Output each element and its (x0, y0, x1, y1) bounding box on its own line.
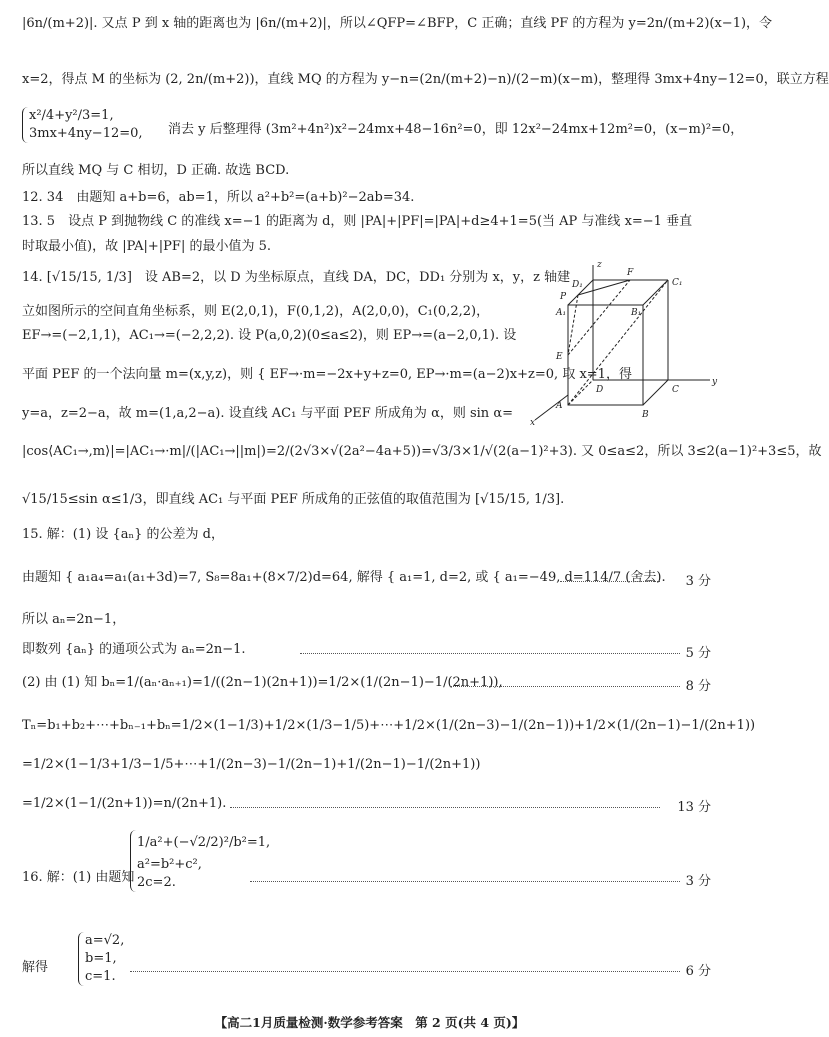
score-label: 8 分 (685, 679, 711, 694)
point-label: C (672, 385, 679, 395)
text-line: 12. 34 由题知 a+b=6，ab=1，所以 a²+b²=(a+b)²−2ab=34. (22, 190, 415, 205)
text-line: (2) 由 (1) 知 bₙ=1/(aₙ·aₙ₊₁)=1/((2n−1)(2n+1))=1/2×(1/(2n−1)−1/(2n+1)), (22, 675, 503, 690)
text-line: 13. 5 设点 P 到抛物线 C 的准线 x=−1 的距离为 d，则 |PA|+|PF|=|PA|+d≥4+1=5(当 AP 与准线 x=−1 垂直 (22, 214, 693, 229)
text-line: 解得 (22, 960, 49, 975)
text-line: =1/2×(1−1/(2n+1))=n/(2n+1). (22, 796, 227, 811)
point-label: E (556, 352, 563, 362)
system-line: x²/4+y²/3=1, (29, 108, 114, 123)
system-line: b=1, (85, 951, 117, 966)
system-line: c=1. (85, 969, 116, 984)
score-leader (300, 653, 680, 654)
text-line: √15/15≤sin α≤1/3，即直线 AC₁ 与平面 PEF 所成角的正弦值的取值范围为 [√15/15, 1/3]. (22, 492, 565, 507)
equation-system (22, 107, 143, 143)
text-line: 立如图所示的空间直角坐标系，则 E(2,0,1)，F(0,1,2)，A(2,0,0)，C₁(0,2,2)， (22, 304, 490, 319)
y-label: y (712, 377, 718, 387)
system-line: 3mx+4ny−12=0, (29, 126, 143, 141)
score-label: 5 分 (685, 646, 711, 661)
text-line: 15. 解：(1) 设 {aₙ} 的公差为 d， (22, 527, 224, 542)
system-line: a=√2, (85, 933, 125, 948)
score-label: 6 分 (685, 964, 711, 979)
score-label: 13 分 (677, 800, 711, 815)
page-footer: 【高二1月质量检测·数学参考答案 第 2 页(共 4 页)】 (214, 1015, 525, 1030)
text-line: 所以 aₙ=2n−1， (22, 612, 126, 627)
point-label: A (556, 401, 563, 411)
text-line: 平面 PEF 的一个法向量 m=(x,y,z)，则 { EF→·m=−2x+y+z=0, EP→·m=(a−2)x+z=0, 取 x=1，得 (22, 367, 632, 382)
score-leader (560, 581, 660, 582)
score-label: 3 分 (685, 874, 711, 889)
point-label: F (627, 268, 634, 278)
text-line: 即数列 {aₙ} 的通项公式为 aₙ=2n−1. (22, 642, 246, 657)
point-label: B (642, 410, 649, 420)
score-leader (250, 881, 680, 882)
point-label: C₁ (672, 278, 683, 288)
point-label: A₁ (556, 308, 567, 318)
ef-line (568, 280, 630, 355)
text-line: x=2，得点 M 的坐标为 (2, 2n/(m+2))，直线 MQ 的方程为 y−n=(2n/(m+2)−n)/(2−m)(x−m)，整理得 3mx+4ny−12=0，联立方程 (22, 72, 829, 87)
point-label: D₁ (572, 280, 583, 290)
x-axis (535, 395, 568, 420)
text-line: y=a，z=2−a，故 m=(1,a,2−a). 设直线 AC₁ 与平面 PEF 所成角为 α，则 sin α= (22, 406, 513, 421)
cube-figure (520, 255, 725, 430)
x-label: x (530, 418, 536, 428)
score-leader (450, 686, 680, 687)
text-line: |cos⟨AC₁→,m⟩|=|AC₁→·m|/(|AC₁→||m|)=2/(2√3×√(2a²−4a+5))=√3/3×1/√(2(a−1)²+3). 又 0≤a≤2，所以 3≤2(a−1)²+3≤5，故 (22, 444, 822, 459)
score-leader (130, 971, 680, 972)
front-face (568, 305, 643, 405)
text-line: 时取最小值)，故 |PA|+|PF| 的最小值为 5. (22, 239, 271, 254)
text-line: 14. [√15/15, 1/3] 设 AB=2，以 D 为坐标原点，直线 DA，DC，DD₁ 分别为 x，y，z 轴建 (22, 270, 571, 285)
system-line: 1/a²+(−√2/2)²/b²=1, (137, 835, 271, 850)
equation-system (78, 932, 124, 986)
text-line: |6n/(m+2)|. 又点 P 到 x 轴的距离也为 |6n/(m+2)|，所以∠QFP=∠BFP，C 正确；直线 PF 的方程为 y=2n/(m+2)(x−1)，令 (22, 16, 773, 31)
point-label: D (596, 385, 604, 395)
point-label: P (560, 292, 567, 302)
text-line: 由题知 { a₁a₄=a₁(a₁+3d)=7, S₈=8a₁+(8×7/2)d=64, 解得 { a₁=1, d=2, 或 { a₁=−49, d=114/7 (舍去). (22, 570, 666, 585)
ac1-line (568, 280, 668, 405)
text-line: 所以直线 MQ 与 C 相切，D 正确. 故选 BCD. (22, 163, 290, 178)
text-line: 16. 解：(1) 由题知 (22, 870, 135, 885)
z-label: z (597, 260, 602, 270)
point-label: B₁ (631, 308, 642, 318)
text-line: EF→=(−2,1,1)，AC₁→=(−2,2,2). 设 P(a,0,2)(0≤a≤2)，则 EP→=(a−2,0,1). 设 (22, 328, 517, 343)
text-line: Tₙ=b₁+b₂+⋯+bₙ₋₁+bₙ=1/2×(1−1/3)+1/2×(1/3−1/5)+⋯+1/2×(1/(2n−3)−1/(2n−1))+1/2×(1/(2n−1)−1/(2n+1)) (22, 718, 756, 733)
equation-system (130, 830, 270, 892)
text-line: =1/2×(1−1/3+1/3−1/5+⋯+1/(2n−3)−1/(2n−1)+1/(2n−1)−1/(2n+1)) (22, 757, 481, 772)
score-leader (230, 807, 660, 808)
score-label: 3 分 (685, 574, 711, 589)
text-line: 消去 y 后整理得 (3m²+4n²)x²−24mx+48−16n²=0，即 12x²−24mx+12m²=0，(x−m)²=0， (168, 122, 744, 137)
system-line: a²=b²+c², (137, 857, 202, 872)
system-line: 2c=2. (137, 875, 176, 890)
